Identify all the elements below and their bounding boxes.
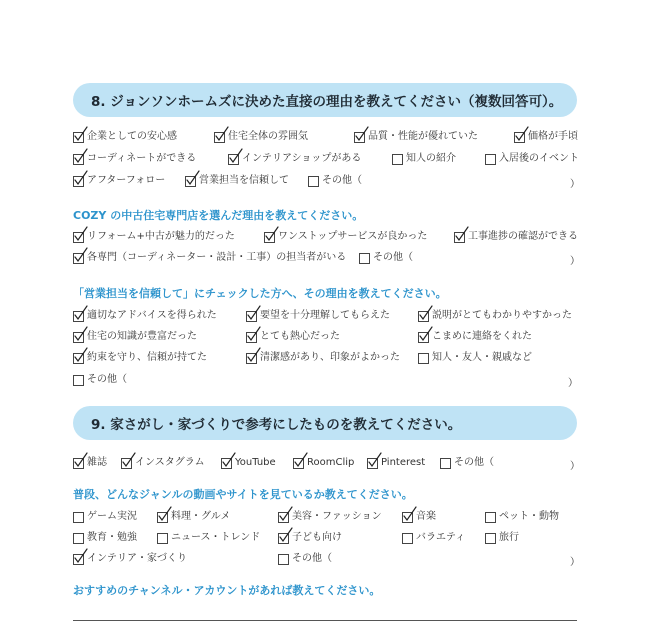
- genre-option[interactable]: [278, 532, 342, 544]
- check-mark-icon: [74, 452, 88, 468]
- q8-option[interactable]: [73, 131, 177, 143]
- checkbox-checked[interactable]: [73, 253, 84, 264]
- option-label: その他（: [322, 175, 362, 186]
- checkbox[interactable]: [485, 512, 496, 523]
- check-mark-icon: [294, 452, 308, 468]
- genre-option[interactable]: [402, 511, 436, 523]
- sales-option[interactable]: [73, 331, 197, 343]
- checkbox-checked[interactable]: [402, 512, 413, 523]
- sales-option[interactable]: [246, 352, 400, 364]
- check-mark-icon: [247, 347, 261, 363]
- q9-option[interactable]: [293, 457, 354, 469]
- checkbox-checked[interactable]: [367, 458, 378, 469]
- option-label: RoomClip: [307, 457, 355, 468]
- option-label: 各専門（コーディネーター・設計・工事）の担当者がいる: [87, 252, 347, 263]
- checkbox-checked[interactable]: [264, 232, 275, 243]
- sales-option[interactable]: [418, 352, 532, 364]
- check-mark-icon: [368, 452, 382, 468]
- option-label: 教育・勉強: [87, 532, 137, 543]
- q8-option[interactable]: [228, 153, 361, 165]
- check-mark-icon: [74, 305, 88, 321]
- checkbox[interactable]: [73, 512, 84, 523]
- check-mark-icon: [455, 226, 469, 242]
- check-mark-icon: [74, 247, 88, 263]
- q8-option[interactable]: [73, 175, 165, 187]
- check-mark-icon: [122, 452, 136, 468]
- q8-option[interactable]: [485, 153, 579, 165]
- genre-option[interactable]: [157, 511, 230, 523]
- check-mark-icon: [419, 305, 433, 321]
- option-label: 説明がとてもわかりやすかった: [432, 310, 572, 321]
- check-mark-icon: [355, 126, 369, 142]
- option-label: リフォーム+中古が魅力的だった: [87, 231, 235, 242]
- check-mark-icon: [74, 347, 88, 363]
- checkbox-checked[interactable]: [278, 512, 289, 523]
- option-label: 子ども向け: [292, 532, 342, 543]
- checkbox-checked[interactable]: [73, 154, 84, 165]
- option-label: こまめに連絡をくれた: [432, 331, 532, 342]
- option-label: 要望を十分理解してもらえた: [260, 310, 390, 321]
- option-label: 知人の紹介: [406, 153, 456, 164]
- checkbox-checked[interactable]: [157, 512, 168, 523]
- check-mark-icon: [229, 148, 243, 164]
- option-label: ニュース・トレンド: [171, 532, 261, 543]
- q9-option[interactable]: [367, 457, 425, 469]
- genre-option[interactable]: [485, 511, 559, 523]
- option-label: 知人・友人・親戚など: [432, 352, 532, 363]
- sales-option[interactable]: [246, 310, 390, 322]
- sales-option[interactable]: [418, 310, 572, 322]
- q8-option[interactable]: [73, 153, 196, 165]
- option-label: その他（: [373, 252, 413, 263]
- checkbox[interactable]: [359, 253, 370, 264]
- option-label: 雑誌: [87, 457, 107, 468]
- check-mark-icon: [247, 326, 261, 342]
- option-label: 企業としての安心感: [87, 131, 177, 142]
- channel-heading: おすすめのチャンネル・アカウントがあれば教えてください。: [73, 584, 381, 597]
- checkbox-checked[interactable]: [418, 311, 429, 322]
- option-label: バラエティ: [416, 532, 466, 543]
- check-mark-icon: [515, 126, 529, 142]
- cozy-option[interactable]: [264, 231, 427, 243]
- check-mark-icon: [247, 305, 261, 321]
- option-label: 清潔感があり、印象がよかった: [260, 352, 400, 363]
- genre-option[interactable]: [485, 532, 519, 544]
- check-mark-icon: [74, 548, 88, 564]
- q8-option[interactable]: [185, 175, 289, 187]
- check-mark-icon: [265, 226, 279, 242]
- cozy-option[interactable]: [73, 231, 235, 243]
- sales-option[interactable]: [73, 374, 127, 386]
- cozy-other-close: ）: [570, 256, 580, 267]
- q9-heading: 9. 家さがし・家づくりで参考にしたものを教えてください。: [73, 406, 577, 440]
- option-label: 工事進捗の確認ができる: [468, 231, 578, 242]
- checkbox[interactable]: [485, 154, 496, 165]
- check-mark-icon: [158, 506, 172, 522]
- option-label: ペット・動物: [499, 511, 559, 522]
- option-label: その他（: [87, 374, 127, 385]
- option-label: その他（: [454, 457, 494, 468]
- genre-other-close: ）: [570, 557, 580, 568]
- option-label: 音楽: [416, 511, 436, 522]
- check-mark-icon: [215, 126, 229, 142]
- sales-option[interactable]: [73, 310, 217, 322]
- checkbox-checked[interactable]: [418, 332, 429, 343]
- option-label: 旅行: [499, 532, 519, 543]
- checkbox-checked[interactable]: [73, 232, 84, 243]
- genre-option[interactable]: [278, 511, 382, 523]
- answer-line: [73, 620, 577, 621]
- cozy-heading: COZY の中古住宅専門店を選んだ理由を教えてください。: [73, 209, 364, 222]
- checkbox-checked[interactable]: [354, 132, 365, 143]
- genre-option[interactable]: [157, 532, 260, 544]
- option-label: インテリア・家づくり: [87, 553, 187, 564]
- q8-option[interactable]: [354, 131, 478, 143]
- genre-option[interactable]: [73, 532, 137, 544]
- checkbox[interactable]: [308, 176, 319, 187]
- checkbox-checked[interactable]: [246, 353, 257, 364]
- checkbox[interactable]: [73, 533, 84, 544]
- check-mark-icon: [186, 170, 200, 186]
- genre-option[interactable]: [278, 553, 332, 565]
- sales-option[interactable]: [246, 331, 340, 343]
- option-label: とても熱心だった: [260, 331, 340, 342]
- sales-option[interactable]: [73, 352, 207, 364]
- checkbox-checked[interactable]: [73, 311, 84, 322]
- checkbox[interactable]: [440, 458, 451, 469]
- option-label: 営業担当を信頼して: [199, 175, 289, 186]
- q9-option[interactable]: [73, 457, 107, 469]
- checkbox-checked[interactable]: [73, 554, 84, 565]
- cozy-option[interactable]: [454, 231, 578, 243]
- option-label: インテリアショップがある: [242, 153, 362, 164]
- option-label: 品質・性能が優れていた: [368, 131, 478, 142]
- cozy-option[interactable]: [359, 252, 413, 264]
- check-mark-icon: [74, 170, 88, 186]
- checkbox-checked[interactable]: [221, 458, 232, 469]
- checkbox-checked[interactable]: [278, 533, 289, 544]
- q9-option[interactable]: [221, 457, 276, 469]
- option-label: 住宅全体の雰囲気: [228, 131, 308, 142]
- sales-heading: 「営業担当を信頼して」にチェックした方へ、その理由を教えてください。: [73, 287, 447, 300]
- checkbox[interactable]: [278, 554, 289, 565]
- q8-option[interactable]: [308, 175, 362, 187]
- option-label: 適切なアドバイスを得られた: [87, 310, 217, 321]
- q9-option[interactable]: [440, 457, 494, 469]
- option-label: 入居後のイベント: [499, 153, 579, 164]
- checkbox-checked[interactable]: [185, 176, 196, 187]
- checkbox[interactable]: [402, 533, 413, 544]
- checkbox-checked[interactable]: [214, 132, 225, 143]
- check-mark-icon: [74, 226, 88, 242]
- check-mark-icon: [74, 148, 88, 164]
- checkbox[interactable]: [418, 353, 429, 364]
- checkbox[interactable]: [392, 154, 403, 165]
- genre-option[interactable]: [73, 511, 137, 523]
- checkbox-checked[interactable]: [73, 132, 84, 143]
- check-mark-icon: [403, 506, 417, 522]
- genre-heading: 普段、どんなジャンルの動画やサイトを見ているか教えてください。: [73, 488, 413, 501]
- option-label: コーディネートができる: [87, 153, 197, 164]
- option-label: 料理・グルメ: [171, 511, 231, 522]
- q9-other-close: ）: [570, 461, 580, 472]
- option-label: YouTube: [235, 457, 276, 468]
- checkbox-checked[interactable]: [73, 332, 84, 343]
- checkbox-checked[interactable]: [121, 458, 132, 469]
- checkbox-checked[interactable]: [246, 311, 257, 322]
- option-label: 住宅の知識が豊富だった: [87, 331, 197, 342]
- option-label: ゲーム実況: [87, 511, 137, 522]
- check-mark-icon: [419, 326, 433, 342]
- checkbox-checked[interactable]: [514, 132, 525, 143]
- check-mark-icon: [74, 126, 88, 142]
- option-label: Pinterest: [381, 457, 426, 468]
- checkbox[interactable]: [73, 375, 84, 386]
- checkbox[interactable]: [157, 533, 168, 544]
- sales-option[interactable]: [418, 331, 532, 343]
- genre-option[interactable]: [73, 553, 187, 565]
- check-mark-icon: [279, 506, 293, 522]
- q8-option[interactable]: [392, 153, 456, 165]
- option-label: アフターフォロー: [87, 175, 166, 186]
- checkbox-checked[interactable]: [73, 458, 84, 469]
- check-mark-icon: [222, 452, 236, 468]
- checkbox-checked[interactable]: [228, 154, 239, 165]
- option-label: 美容・ファッション: [292, 511, 382, 522]
- q9-option[interactable]: [121, 457, 205, 469]
- cozy-option[interactable]: [73, 252, 346, 264]
- checkbox-checked[interactable]: [73, 353, 84, 364]
- checkbox[interactable]: [485, 533, 496, 544]
- checkbox-checked[interactable]: [246, 332, 257, 343]
- q8-heading: 8. ジョンソンホームズに決めた直接の理由を教えてください（複数回答可）。: [73, 83, 577, 117]
- option-label: ワンストップサービスが良かった: [278, 231, 428, 242]
- checkbox-checked[interactable]: [73, 176, 84, 187]
- option-label: 約束を守り、信頼が持てた: [87, 352, 207, 363]
- sales-other-close: ）: [568, 378, 578, 389]
- option-label: その他（: [292, 553, 332, 564]
- check-mark-icon: [279, 527, 293, 543]
- q8-option[interactable]: [214, 131, 308, 143]
- checkbox-checked[interactable]: [454, 232, 465, 243]
- q8-other-close: ）: [570, 179, 580, 190]
- checkbox-checked[interactable]: [293, 458, 304, 469]
- option-label: 価格が手頃: [528, 131, 578, 142]
- genre-option[interactable]: [402, 532, 465, 544]
- check-mark-icon: [74, 326, 88, 342]
- option-label: インスタグラム: [135, 457, 205, 468]
- q8-option[interactable]: [514, 131, 578, 143]
